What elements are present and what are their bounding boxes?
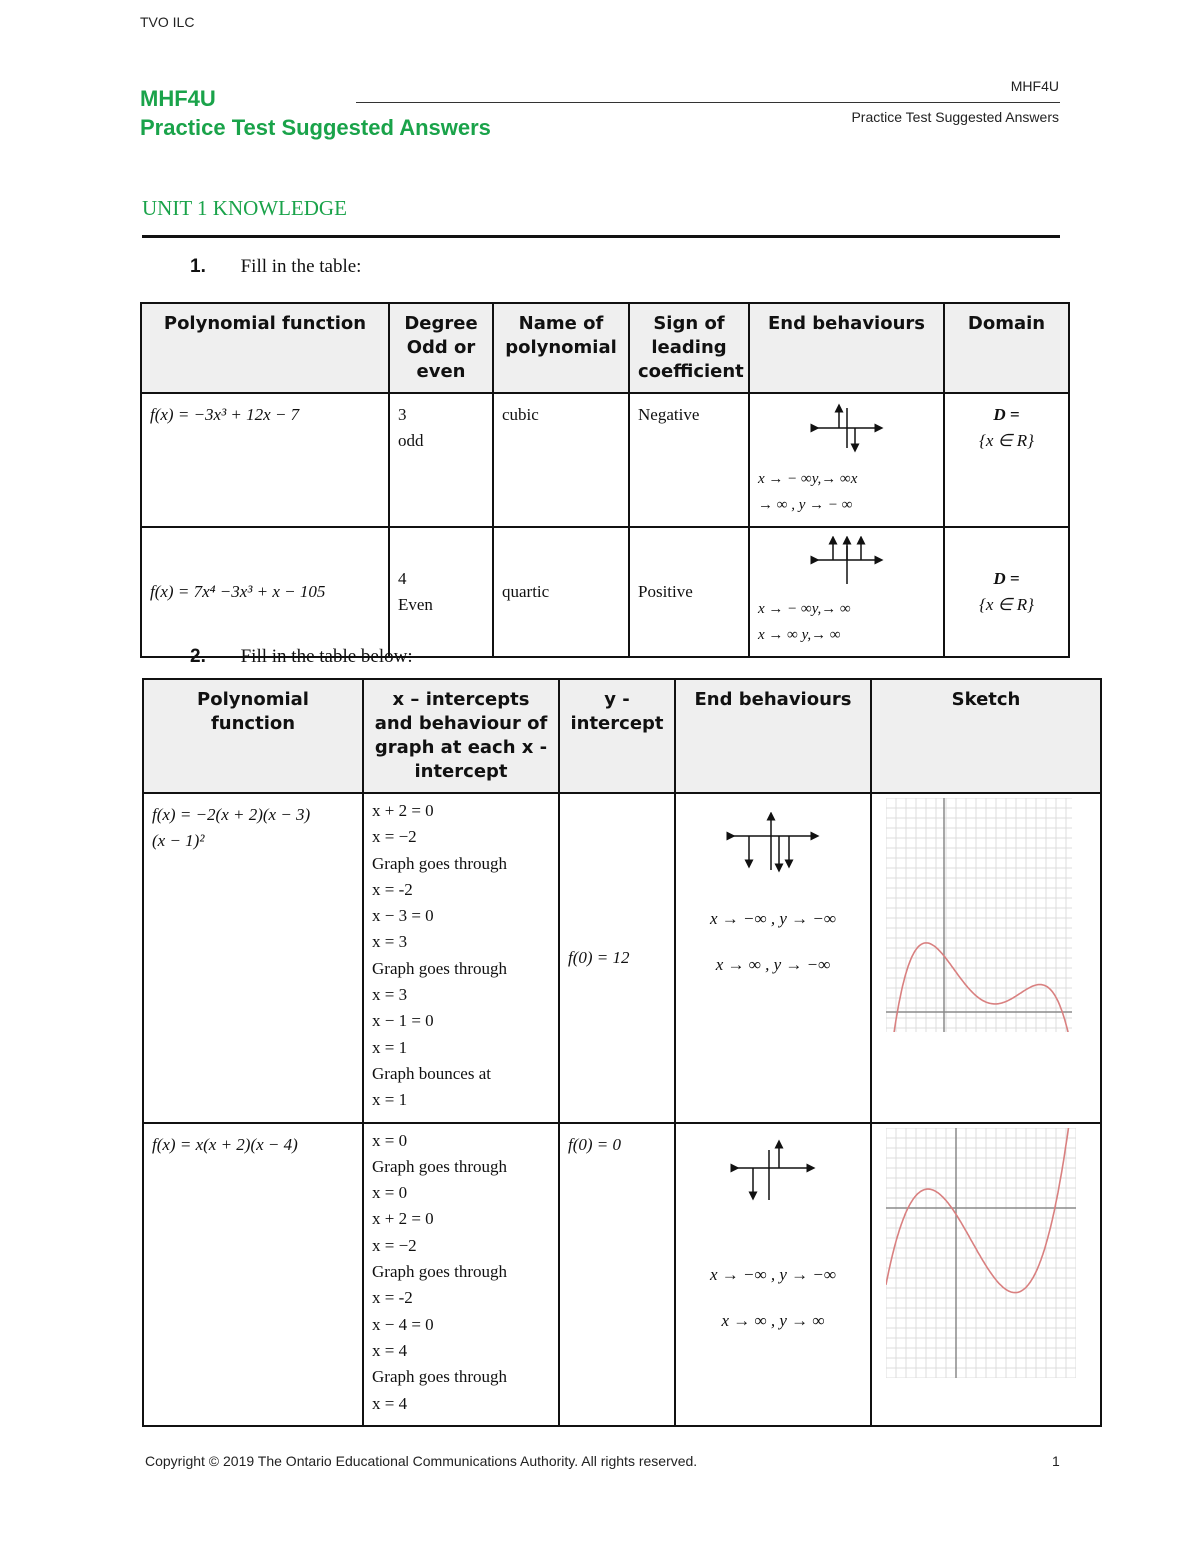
header-cell: Sign of leading coefficient <box>629 303 749 393</box>
intercept-line: x − 1 = 0 <box>372 1011 434 1031</box>
table-row <box>143 793 1101 1123</box>
arrows-down-both-ends-icon <box>725 812 821 878</box>
function-cell: f(x) = 7x⁴ −3x³ + x − 105 <box>141 527 389 657</box>
intercept-line: x = 0 <box>372 1130 408 1150</box>
header-cell: Polynomial function <box>143 679 363 793</box>
intercept-line: x + 2 = 0 <box>372 1209 434 1229</box>
degree-cell <box>389 393 493 527</box>
header-cell: Domain <box>944 303 1069 393</box>
end-behaviour-line: x → −∞ , y → −∞ <box>709 909 837 928</box>
end-behaviour-line: x → ∞ y,→ ∞ <box>758 627 841 643</box>
header-cell: End behaviours <box>749 303 944 393</box>
question-prompt: Fill in the table: <box>240 256 362 277</box>
end-behaviour-line: x → − ∞y,→ ∞ <box>758 601 851 617</box>
end-behaviour-line: x → ∞ , y → ∞ <box>721 1310 825 1330</box>
intercept-line: x = 1 <box>372 1090 408 1110</box>
intercept-line: x = 4 <box>372 1340 408 1360</box>
end-behaviour-line: → ∞ , y → − ∞ <box>758 497 853 513</box>
domain-label: D = <box>993 405 1020 424</box>
intercept-line: x = −2 <box>372 1235 417 1255</box>
end-behaviour-line: x → ∞ , y → −∞ <box>715 955 831 974</box>
domain-set: {x ∈ R} <box>979 431 1034 450</box>
intercept-line: Graph goes through <box>372 1262 508 1282</box>
intercepts-cell <box>363 793 559 1123</box>
unit-heading: UNIT 1 KNOWLEDGE <box>142 196 347 220</box>
question-2 <box>190 646 413 668</box>
table-row <box>141 393 1069 527</box>
sign-cell: Negative <box>629 393 749 527</box>
intercept-line: Graph bounces at <box>372 1063 491 1083</box>
question-number: 2. <box>190 646 206 667</box>
end-behaviour-cell <box>675 793 871 1123</box>
intercept-line: x = 4 <box>372 1393 408 1413</box>
end-behaviour-cell <box>675 1123 871 1426</box>
header-cell: y - intercept <box>559 679 675 793</box>
header-cell: Degree Odd or even <box>389 303 493 393</box>
arrows-up-left-down-right-icon <box>807 402 887 454</box>
sketch-cell <box>871 1123 1101 1426</box>
table-q2 <box>142 678 1102 1427</box>
document-title: Practice Test Suggested Answers <box>140 115 491 140</box>
header-cell: Sketch <box>871 679 1101 793</box>
intercept-line: Graph goes through <box>372 1156 508 1176</box>
header-cell: Polynomial function <box>141 303 389 393</box>
name-cell: cubic <box>493 393 629 527</box>
organization-label: TVO ILC <box>140 14 195 30</box>
domain-cell <box>944 393 1069 527</box>
graph-sketch-icon <box>886 1128 1076 1378</box>
end-behaviour-cell <box>749 393 944 527</box>
function-cell <box>143 793 363 1123</box>
y-intercept-cell: f(0) = 12 <box>559 793 675 1123</box>
header-cell: End behaviours <box>675 679 871 793</box>
degree-cell <box>389 527 493 657</box>
intercept-line: Graph goes through <box>372 853 508 873</box>
sign-cell: Positive <box>629 527 749 657</box>
graph-sketch-icon <box>886 798 1072 1032</box>
intercepts-cell <box>363 1123 559 1426</box>
arrows-down-left-up-right-icon <box>725 1138 821 1204</box>
intercept-line: x − 3 = 0 <box>372 906 434 926</box>
end-behaviour-line: x → −∞ , y → −∞ <box>709 1264 837 1284</box>
y-intercept-cell: f(0) = 0 <box>559 1123 675 1426</box>
intercept-line: x + 2 = 0 <box>372 801 434 820</box>
end-behaviour-cell <box>749 527 944 657</box>
function-curve <box>886 943 1072 1032</box>
function-cell: f(x) = −3x³ + 12x − 7 <box>141 393 389 527</box>
end-behaviour-line: x → − ∞y,→ ∞x <box>758 471 858 487</box>
intercept-line: x − 4 = 0 <box>372 1314 434 1334</box>
question-number: 1. <box>190 256 206 277</box>
function-line: (x − 1)² <box>152 831 205 850</box>
domain-label: D = <box>993 569 1020 588</box>
intercept-line: x = −2 <box>372 827 417 847</box>
function-cell: f(x) = x(x + 2)(x − 4) <box>143 1123 363 1426</box>
table-q1 <box>140 302 1070 658</box>
parity-value: Even <box>398 595 433 614</box>
header-cell: x – intercepts and behaviour of graph at each x - intercept <box>363 679 559 793</box>
sketch-cell <box>871 793 1101 1123</box>
domain-set: {x ∈ R} <box>979 595 1034 614</box>
question-prompt: Fill in the table below: <box>240 646 413 667</box>
degree-value: 4 <box>398 569 407 588</box>
table-row <box>141 527 1069 657</box>
intercept-line: Graph goes through <box>372 1367 508 1387</box>
intercept-line: x = 3 <box>372 932 408 952</box>
intercept-line: x = -2 <box>372 1288 413 1308</box>
arrows-up-both-ends-icon <box>807 536 887 588</box>
table-row <box>143 1123 1101 1426</box>
page-number: 1 <box>1052 1453 1060 1469</box>
running-header-course: MHF4U <box>1010 78 1059 94</box>
header-cell: Name of polynomial <box>493 303 629 393</box>
parity-value: odd <box>398 431 424 450</box>
question-1 <box>190 256 361 278</box>
intercept-line: x = -2 <box>372 879 413 899</box>
intercept-line: x = 3 <box>372 985 408 1005</box>
function-line: f(x) = −2(x + 2)(x − 3) <box>152 805 311 824</box>
intercept-line: Graph goes through <box>372 958 508 978</box>
domain-cell <box>944 527 1069 657</box>
unit-divider <box>142 235 1060 238</box>
name-cell: quartic <box>493 527 629 657</box>
header-divider <box>356 102 1060 103</box>
degree-value: 3 <box>398 405 407 424</box>
running-header-title: Practice Test Suggested Answers <box>851 109 1059 125</box>
intercept-line: x = 1 <box>372 1037 408 1057</box>
intercept-line: x = 0 <box>372 1183 408 1203</box>
copyright-notice: Copyright © 2019 The Ontario Educational Communications Authority. All rights reserved. <box>145 1453 698 1469</box>
course-code: MHF4U <box>140 86 216 111</box>
